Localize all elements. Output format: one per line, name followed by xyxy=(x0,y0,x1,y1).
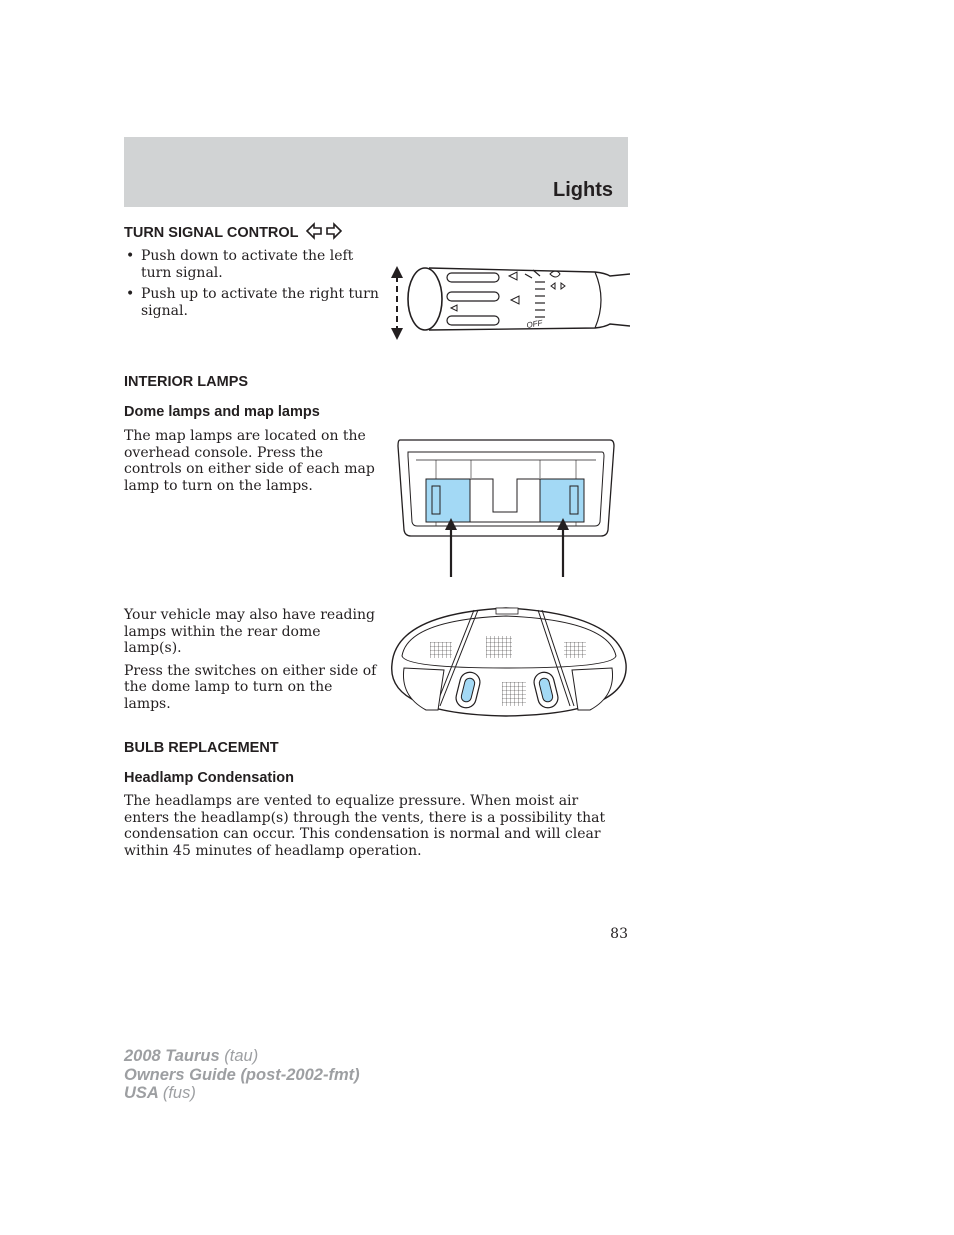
document-footer xyxy=(124,1047,360,1103)
reading-lamps-text xyxy=(124,607,380,719)
headlamp-condensation-paragraph: The headlamps are vented to equalize pressure. When moist air enters the headlamp(s) through the vents, there is a possibility that condensation can occur. This condensation is normal and will clear within 45 minutes of headlamp operation. xyxy=(124,793,606,859)
page-number: 83 xyxy=(610,926,628,942)
interior-lamps-heading: INTERIOR LAMPS xyxy=(124,374,249,390)
dome-switch-paragraph: Press the switches on either side of the dome lamp to turn on the lamps. xyxy=(124,662,377,712)
footer-model-code: (tau) xyxy=(224,1047,259,1065)
footer-model: 2008 Taurus xyxy=(124,1047,220,1065)
reading-lamps-paragraph: Your vehicle may also have reading lamps within the rear dome lamp(s). xyxy=(124,607,375,657)
rear-dome-lamp-figure xyxy=(386,606,630,720)
turn-arrows-icon xyxy=(306,222,342,240)
bullet-left-signal: • Push down to activate the left turn signal. xyxy=(124,248,380,281)
stalk-off-label: OFF xyxy=(525,318,544,330)
overhead-console-figure xyxy=(396,438,616,580)
footer-market: USA xyxy=(124,1084,159,1102)
footer-guide: Owners Guide (post-2002-fmt) xyxy=(124,1065,360,1084)
turn-signal-bullets xyxy=(124,248,380,324)
bullet-right-signal: • Push up to activate the right turn signal. xyxy=(124,286,380,319)
dome-map-lamps-subheading: Dome lamps and map lamps xyxy=(124,404,320,420)
turn-signal-stalk-figure xyxy=(385,262,630,344)
footer-market-code: (fus) xyxy=(162,1084,196,1102)
bulb-replacement-heading: BULB REPLACEMENT xyxy=(124,740,279,756)
map-lamps-paragraph: The map lamps are located on the overhead console. Press the controls on either side of each map lamp to turn on the lamps. xyxy=(124,428,375,494)
section-title: Lights xyxy=(553,179,613,201)
headlamp-condensation-subheading: Headlamp Condensation xyxy=(124,770,294,786)
turn-signal-heading: TURN SIGNAL CONTROL xyxy=(124,225,299,241)
section-header-band xyxy=(124,137,628,207)
turn-signal-heading-row xyxy=(124,222,342,241)
